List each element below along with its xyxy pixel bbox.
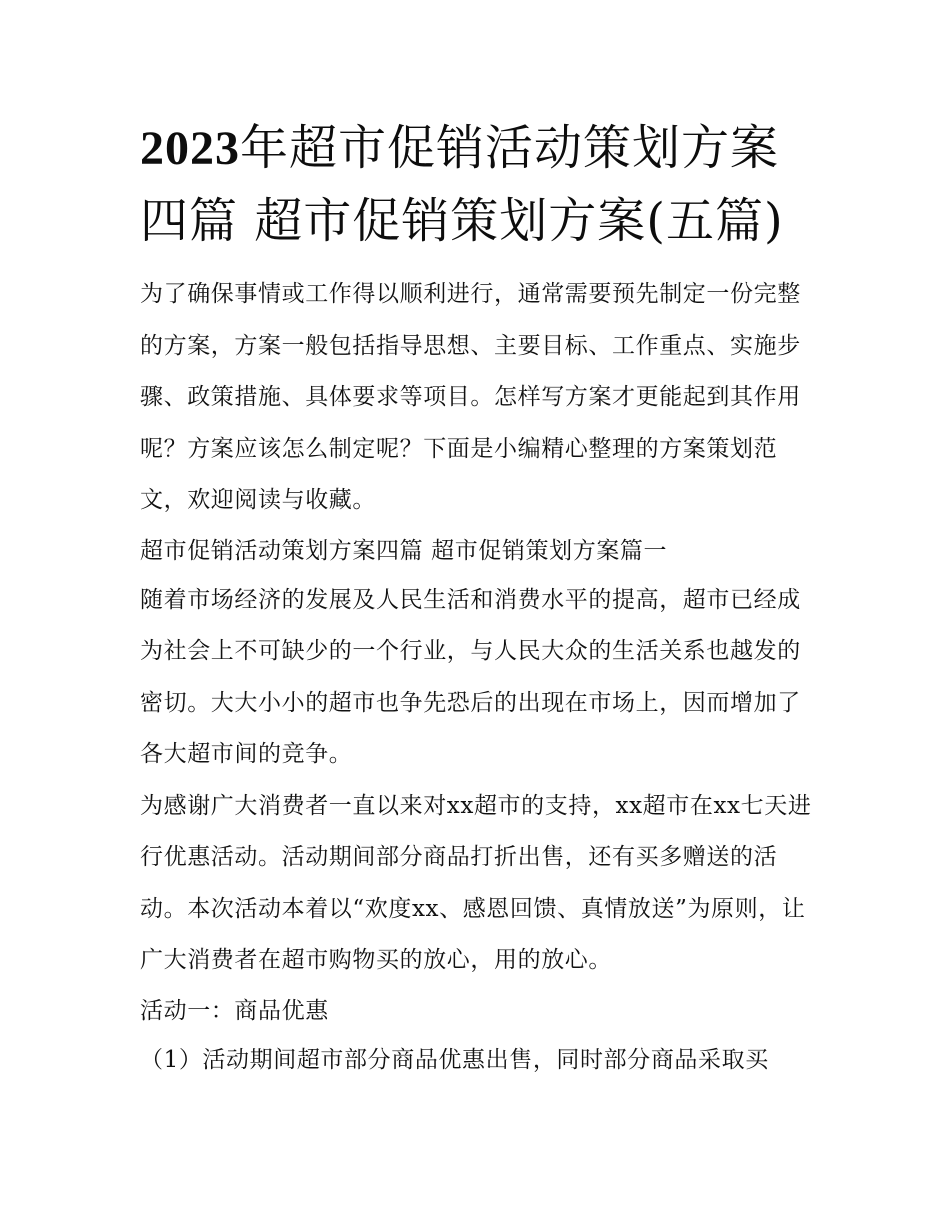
title-year: 2023 — [140, 122, 240, 175]
intro-paragraph: 为了确保事情或工作得以顺利进行，通常需要预先制定一份完整的方案，方案一般包括指导思想、主要目标、工作重点、实施步骤、政策措施、具体要求等项目。怎样写方案才更能起到其作用呢？方案应该怎么制定呢？下面是小编精心整理的方案策划范文，欢迎阅读与收藏。 — [140, 281, 801, 513]
document-body — [140, 269, 820, 1086]
background-paragraph: 随着市场经济的发展及人民生活和消费水平的提高，超市已经成为社会上不可缺少的一个行业，与人民大众的生活关系也越发的密切。大大小小的超市也争先恐后的出现在市场上，因而增加了各大超市间的竞争。 — [140, 586, 801, 767]
document-page — [140, 112, 820, 1086]
purpose-paragraph: 为感谢广大消费者一直以来对xx超市的支持，xx超市在xx七天进行优惠活动。活动期间部分商品打折出售，还有买多赠送的活动。本次活动本着以“欢度xx、感恩回馈、真情放送”为原则，让广大消费者在超市购物买的放心，用的放心。 — [140, 792, 812, 973]
activity-heading: 活动一：商品优惠 — [140, 997, 329, 1024]
activity-item-1: （1）活动期间超市部分商品优惠出售，同时部分商品采取买 — [140, 1046, 769, 1073]
document-title — [140, 112, 820, 257]
title-text: 年超市促销活动策划方案四篇 超市促销策划方案(五篇) — [140, 120, 784, 249]
section-heading: 超市促销活动策划方案四篇 超市促销策划方案篇一 — [140, 537, 668, 564]
